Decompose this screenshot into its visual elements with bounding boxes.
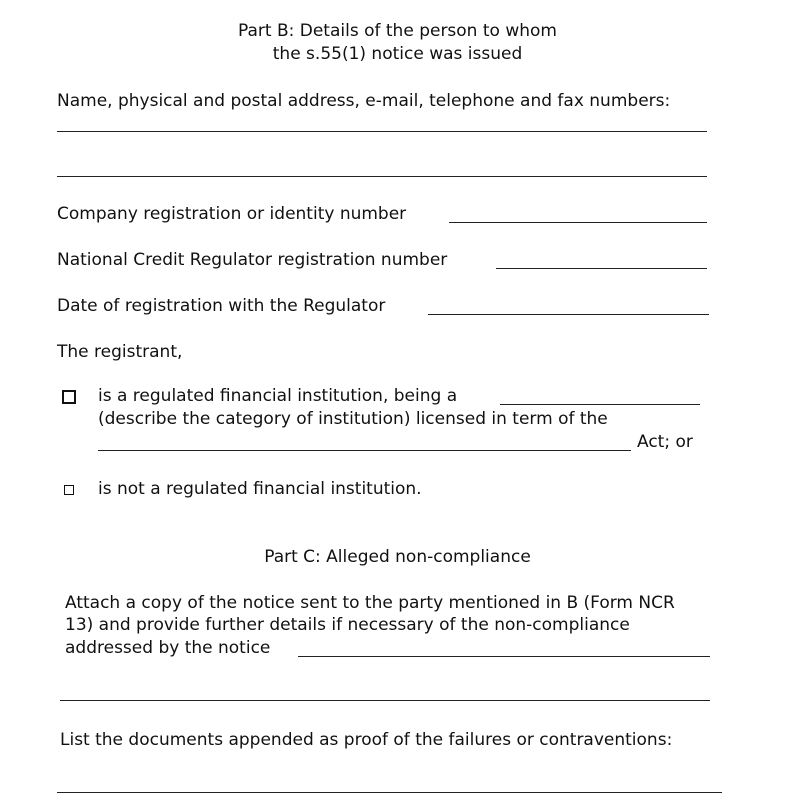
part-b-title-line1: Part B: Details of the person to whom [238,21,557,41]
not-regulated-institution-checkbox[interactable] [64,485,74,495]
contact-details-label: Name, physical and postal address, e-mail, telephone and fax numbers: [57,91,671,111]
part-b-title-line2: the s.55(1) notice was issued [272,44,523,64]
act-name-line[interactable] [98,450,631,451]
attach-notice-line3: addressed by the notice [65,638,271,658]
regulated-institution-checkbox[interactable] [62,390,76,404]
attach-notice-line2: 13) and provide further details if necessary of the non-compliance [65,615,630,635]
attach-notice-line1: Attach a copy of the notice sent to the party mentioned in B (Form NCR [65,593,675,613]
ncr-registration-label: National Credit Regulator registration number [57,250,448,270]
contact-details-line-2[interactable] [57,176,707,177]
non-compliance-details-line-1[interactable] [298,656,710,657]
not-regulated-institution-text: is not a regulated financial institution. [98,479,422,499]
contact-details-line-1[interactable] [57,131,707,132]
documents-appended-line[interactable] [57,792,722,793]
company-registration-label: Company registration or identity number [57,204,407,224]
ncr-registration-line[interactable] [496,268,707,269]
regulated-institution-text-line2: (describe the category of institution) licensed in term of the [98,409,608,429]
regulated-institution-text-line3: Act; or [637,432,693,452]
registrant-label: The registrant, [57,342,183,362]
documents-appended-label: List the documents appended as proof of the failures or contraventions: [60,730,673,750]
non-compliance-details-line-2[interactable] [60,700,710,701]
regulated-institution-text-line1: is a regulated financial institution, being a [98,386,458,406]
company-registration-line[interactable] [449,222,707,223]
institution-category-line[interactable] [500,404,700,405]
date-registration-line[interactable] [428,314,709,315]
date-registration-label: Date of registration with the Regulator [57,296,386,316]
part-c-title: Part C: Alleged non-compliance [264,547,531,567]
